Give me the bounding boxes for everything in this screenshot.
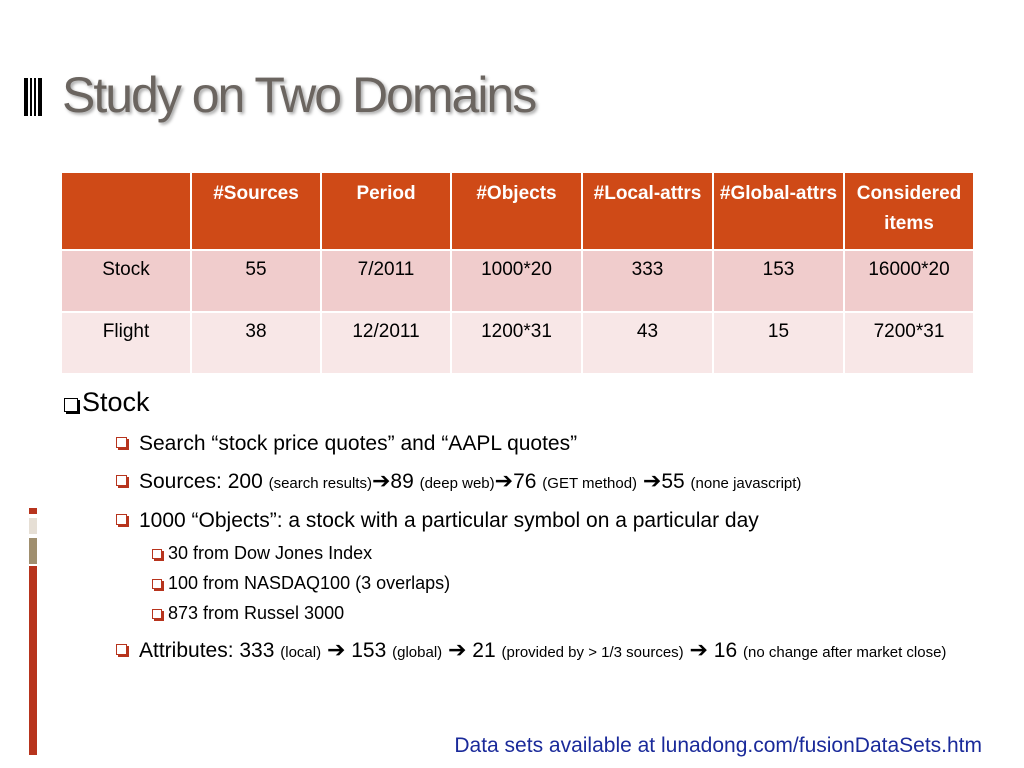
arrow-right-icon: ➔ <box>689 637 708 662</box>
bullet-objects <box>64 507 964 534</box>
attributes-note: (local) <box>280 644 322 661</box>
table-header-cell: Period <box>321 172 451 250</box>
objects-text: 1000 “Objects”: a stock with a particular symbol on a particular day <box>139 509 759 532</box>
checkbox-bullet-icon <box>116 475 127 486</box>
table-cell: Flight <box>61 312 191 374</box>
table-cell: 153 <box>713 250 844 312</box>
sources-note: (GET method) <box>542 475 638 492</box>
arrow-right-icon: ➔ <box>642 468 662 493</box>
table-cell: 7/2011 <box>321 250 451 312</box>
checkbox-bullet-icon <box>64 398 78 412</box>
search-text: Search “stock price quotes” and “AAPL quotes” <box>139 432 578 455</box>
table-cell: 43 <box>582 312 713 374</box>
sources-note: (search results) <box>268 475 372 492</box>
table-cell: 333 <box>582 250 713 312</box>
checkbox-bullet-icon <box>152 609 162 619</box>
checkbox-bullet-icon <box>152 549 162 559</box>
table-cell: 12/2011 <box>321 312 451 374</box>
table-row <box>61 312 974 374</box>
arrow-right-icon: ➔ <box>326 637 346 662</box>
sources-value: 55 <box>661 470 685 493</box>
table-cell: 7200*31 <box>844 312 974 374</box>
data-table <box>60 171 975 375</box>
table-row <box>61 250 974 312</box>
attributes-note: (provided by > 1/3 sources) <box>501 644 684 661</box>
table-cell: Stock <box>61 250 191 312</box>
datasets-link[interactable]: Data sets available at lunadong.com/fusionDataSets.htm <box>454 734 982 757</box>
sources-label: Sources: 200 <box>139 470 263 493</box>
checkbox-bullet-icon <box>116 514 127 525</box>
arrow-right-icon: ➔ <box>494 468 514 493</box>
sub-item-text: 873 from Russel 3000 <box>168 603 345 623</box>
attributes-note: (no change after market close) <box>743 644 947 661</box>
table-header-cell: #Objects <box>451 172 582 250</box>
checkbox-bullet-icon <box>116 437 127 448</box>
bullet-sub <box>64 542 964 564</box>
attributes-value: 21 <box>472 639 496 662</box>
table-header-cell: #Local-attrs <box>582 172 713 250</box>
slide-title: Study on Two Domains <box>62 67 536 123</box>
arrow-right-icon: ➔ <box>371 468 391 493</box>
bullet-sub <box>64 572 964 594</box>
bullet-list <box>64 384 964 666</box>
attributes-value: 153 <box>351 639 387 662</box>
attributes-label: Attributes: 333 <box>139 639 275 662</box>
sources-note: (deep web) <box>419 475 495 492</box>
left-accent-bar <box>29 508 37 755</box>
table-header-cell: Considered items <box>844 172 974 250</box>
table-cell: 1000*20 <box>451 250 582 312</box>
table-header-cell: #Sources <box>191 172 321 250</box>
bullet-level1 <box>64 384 964 420</box>
table-cell: 15 <box>713 312 844 374</box>
bullet-sources <box>64 467 964 497</box>
bullet-search <box>64 430 964 457</box>
table-header-row <box>61 172 974 250</box>
checkbox-bullet-icon <box>116 644 127 655</box>
attributes-note: (global) <box>392 644 443 661</box>
sub-item-text: 100 from NASDAQ100 (3 overlaps) <box>168 573 451 593</box>
table-cell: 1200*31 <box>451 312 582 374</box>
checkbox-bullet-icon <box>152 579 162 589</box>
arrow-right-icon: ➔ <box>448 637 467 662</box>
stock-heading: Stock <box>82 387 150 417</box>
sources-value: 76 <box>513 470 537 493</box>
table-cell: 38 <box>191 312 321 374</box>
table-cell: 55 <box>191 250 321 312</box>
table-header-cell: #Global-attrs <box>713 172 844 250</box>
title-decoration <box>24 78 42 116</box>
bullet-attributes <box>64 636 964 666</box>
sub-item-text: 30 from Dow Jones Index <box>168 543 373 563</box>
table-header-cell <box>61 172 191 250</box>
sources-note: (none javascript) <box>690 475 802 492</box>
table-cell: 16000*20 <box>844 250 974 312</box>
bullet-sub <box>64 602 964 624</box>
sources-value: 89 <box>390 470 414 493</box>
attributes-value: 16 <box>713 639 738 662</box>
